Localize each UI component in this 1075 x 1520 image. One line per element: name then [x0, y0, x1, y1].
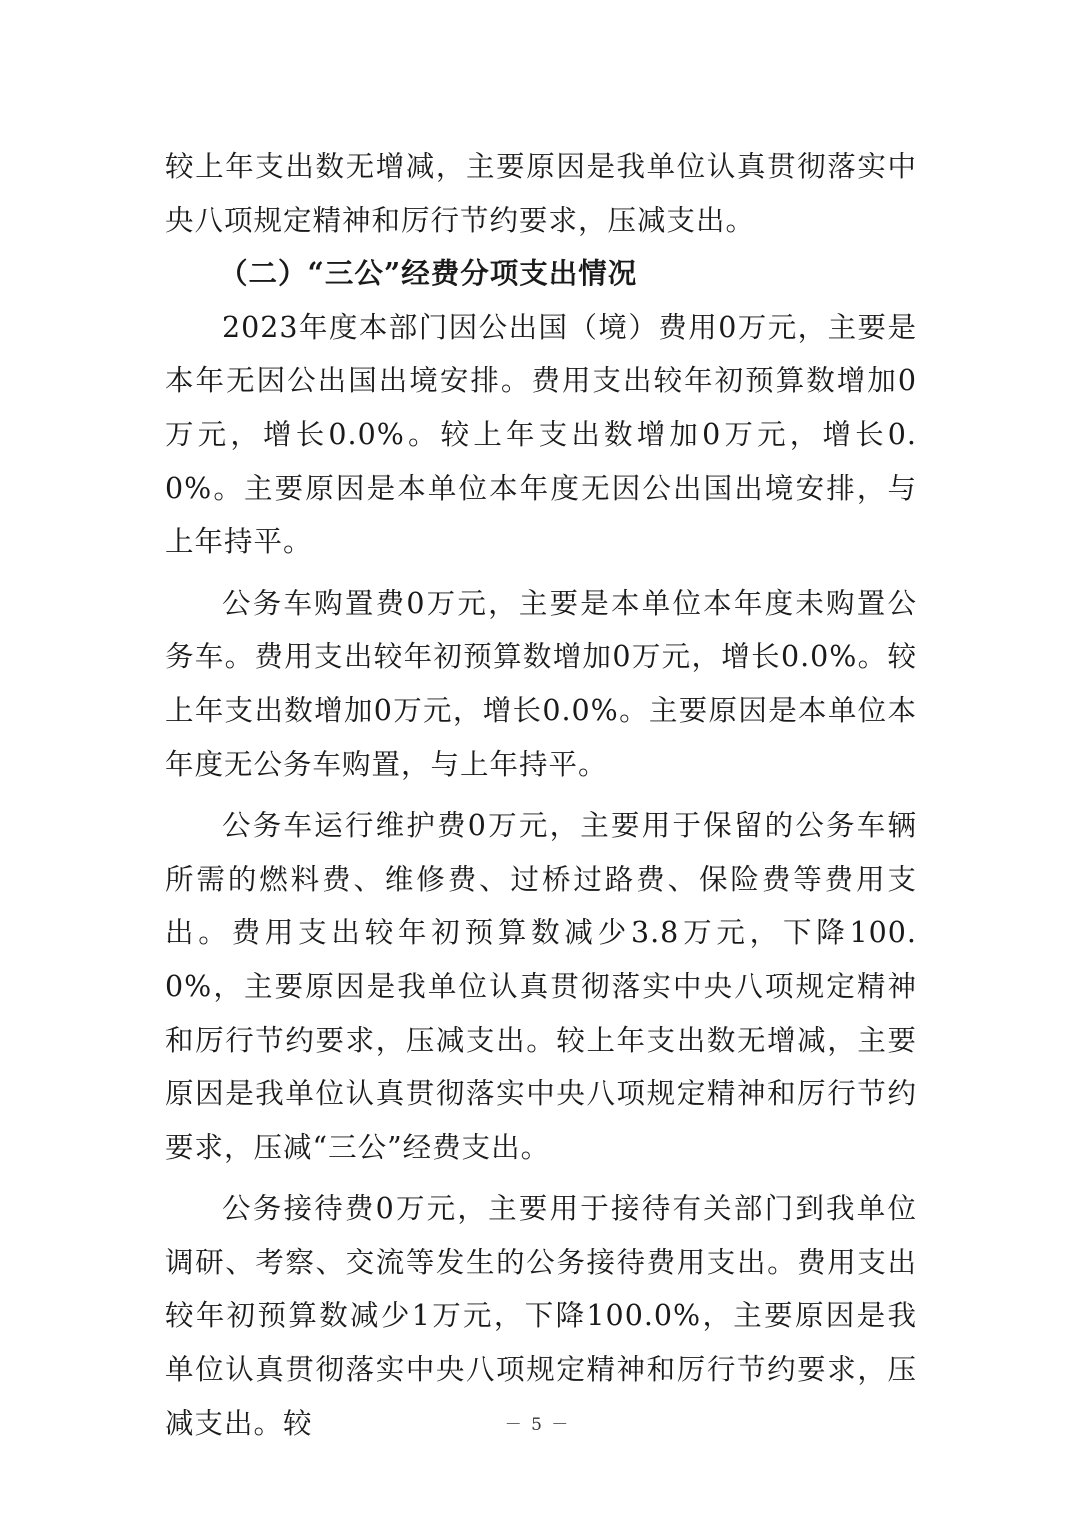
paragraph-vehicle-operation: 公务车运行维护费0万元，主要用于保留的公务车辆所需的燃料费、维修费、过桥过路费、保险费等费用支出。费用支出较年初预算数减少3.8万元，下降100.0%，主要原因是我单位认真贯彻落实中央八项规定精神和厉行节约要求，压减支出。较上年支出数无增减，主要原因是我单位认真贯彻落实中央八项规定精神和厉行节约要求，压减“三公”经费支出。 [165, 809, 917, 1164]
paragraph-vehicle-purchase: 公务车购置费0万元，主要是本单位本年度未购置公务车。费用支出较年初预算数增加0万元，增长0.0%。较上年支出数增加0万元，增长0.0%。主要原因是本单位本年度无公务车购置，与上年持平。 [165, 586, 917, 781]
paragraph-official-reception: 公务接待费0万元，主要用于接待有关部门到我单位调研、考察、交流等发生的公务接待费用支出。费用支出较年初预算数减少1万元，下降100.0%，主要原因是我单位认真贯彻落实中央八项规定精神和厉行节约要求，压减支出。较 [165, 1192, 917, 1440]
section-heading: （二）“三公”经费分项支出情况 [219, 256, 638, 291]
paragraph-continuation: 较上年支出数无增减，主要原因是我单位认真贯彻落实中央八项规定精神和厉行节约要求，压减支出。 [165, 150, 917, 237]
page-number: － 5 － [504, 1415, 571, 1435]
document-body [165, 140, 917, 1450]
paragraph-overseas-travel: 2023年度本部门因公出国（境）费用0万元，主要是本年无因公出国出境安排。费用支出较年初预算数增加0万元，增长0.0%。较上年支出数增加0万元，增长0.0%。主要原因是本单位本年度无因公出国出境安排，与上年持平。 [165, 310, 917, 559]
